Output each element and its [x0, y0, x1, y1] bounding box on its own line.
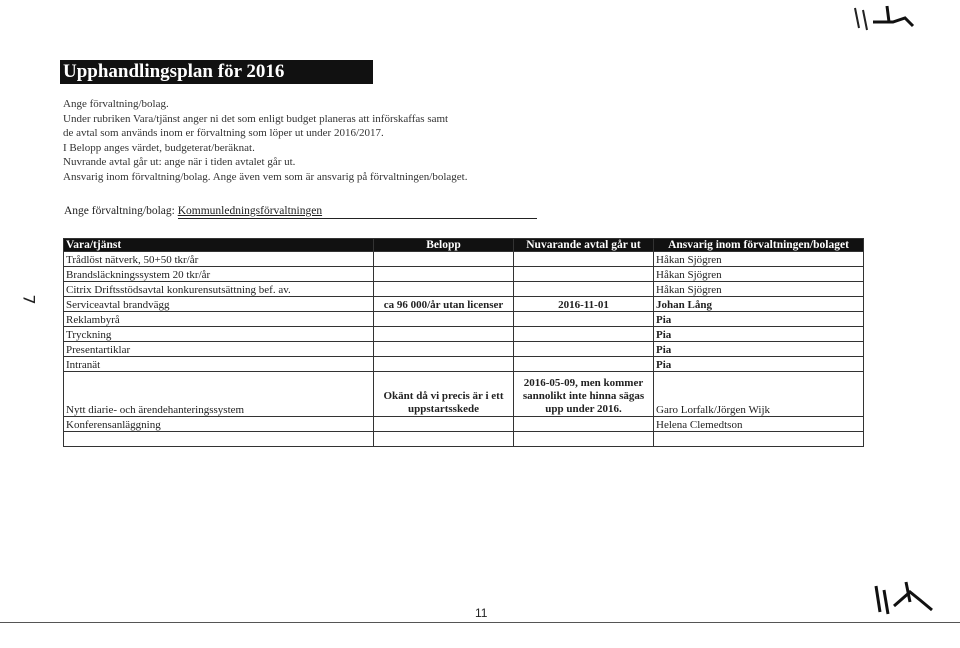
cell-contract-end[interactable] — [514, 417, 654, 432]
instruction-line: Ange förvaltning/bolag. — [63, 98, 169, 110]
table-row — [64, 342, 864, 357]
instructions — [63, 97, 467, 185]
organization-value[interactable]: Kommunledningsförvaltningen — [178, 205, 537, 219]
cell-responsible[interactable]: Helena Clemedtson — [654, 417, 864, 432]
instruction-line: de avtal som används inom er förvaltning som löper ut under 2016/2017. — [63, 127, 384, 140]
table-row — [64, 267, 864, 282]
cell-contract-end[interactable] — [514, 357, 654, 372]
header-amount: Belopp — [374, 239, 514, 252]
cell-item[interactable]: Tryckning — [64, 327, 374, 342]
table-row — [64, 327, 864, 342]
handwritten-scribble-bottom — [870, 578, 940, 622]
cell-responsible[interactable]: Pia — [654, 327, 864, 342]
cell-amount[interactable] — [374, 342, 514, 357]
cell-item[interactable]: Presentartiklar — [64, 342, 374, 357]
table-row — [64, 417, 864, 432]
cell-responsible[interactable]: Johan Lång — [654, 297, 864, 312]
table-row — [64, 282, 864, 297]
cell-amount[interactable] — [374, 312, 514, 327]
table-row — [64, 357, 864, 372]
cell-amount[interactable] — [374, 432, 514, 447]
cell-item[interactable]: Intranät — [64, 357, 374, 372]
cell-amount[interactable] — [374, 267, 514, 282]
cell-responsible[interactable]: Håkan Sjögren — [654, 252, 864, 267]
cell-item[interactable]: Serviceavtal brandvägg — [64, 297, 374, 312]
cell-responsible[interactable]: Håkan Sjögren — [654, 267, 864, 282]
cell-responsible[interactable]: Pia — [654, 312, 864, 327]
cell-contract-end[interactable] — [514, 312, 654, 327]
page-title: Upphandlingsplan för 2016 — [60, 60, 373, 84]
cell-contract-end[interactable]: 2016-11-01 — [514, 297, 654, 312]
margin-note: 7 — [19, 294, 39, 305]
organization-label: Ange förvaltning/bolag: — [64, 205, 178, 217]
instruction-line: Under rubriken Vara/tjänst anger ni det som enligt budget planeras att införskaffas samt — [63, 112, 449, 125]
header-contract-end: Nuvarande avtal går ut — [514, 239, 654, 252]
header-responsible: Ansvarig inom förvaltningen/bolaget — [654, 239, 864, 252]
cell-item[interactable]: Nytt diarie- och ärendehanteringssystem — [64, 372, 374, 417]
cell-contract-end[interactable] — [514, 252, 654, 267]
cell-contract-end[interactable] — [514, 342, 654, 357]
instruction-line: I Belopp anges värdet, budgeterat/beräknat. — [63, 141, 255, 154]
cell-contract-end[interactable]: 2016-05-09, men kommer sannolikt inte hinna sägas upp under 2016. — [514, 372, 654, 417]
handwritten-scribble-top — [845, 0, 925, 40]
cell-item[interactable] — [64, 432, 374, 447]
cell-amount[interactable]: Okänt då vi precis är i ett uppstartsskede — [374, 372, 514, 417]
footer-divider — [0, 622, 960, 623]
table-row — [64, 432, 864, 447]
cell-contract-end[interactable] — [514, 327, 654, 342]
cell-amount[interactable] — [374, 417, 514, 432]
table-row — [64, 372, 864, 417]
cell-amount[interactable] — [374, 282, 514, 297]
cell-responsible[interactable]: Håkan Sjögren — [654, 282, 864, 297]
instruction-line: Nuvrande avtal går ut: ange när i tiden avtalet går ut. — [63, 156, 296, 169]
table-header-row — [64, 239, 864, 252]
organization-field — [64, 205, 537, 219]
cell-item[interactable]: Reklambyrå — [64, 312, 374, 327]
cell-item[interactable]: Konferensanläggning — [64, 417, 374, 432]
cell-contract-end[interactable] — [514, 282, 654, 297]
cell-amount[interactable] — [374, 252, 514, 267]
cell-item[interactable]: Citrix Driftsstödsavtal konkurensutsättning bef. av. — [64, 282, 374, 297]
cell-item[interactable]: Brandsläckningssystem 20 tkr/år — [64, 267, 374, 282]
table-row — [64, 252, 864, 267]
cell-contract-end[interactable] — [514, 267, 654, 282]
cell-responsible[interactable]: Pia — [654, 342, 864, 357]
cell-contract-end[interactable] — [514, 432, 654, 447]
cell-amount[interactable] — [374, 357, 514, 372]
table-row — [64, 312, 864, 327]
instruction-line: Ansvarig inom förvaltning/bolag. Ange även vem som är ansvarig på förvaltningen/bolaget. — [63, 170, 468, 183]
cell-responsible[interactable] — [654, 432, 864, 447]
procurement-table — [63, 238, 864, 447]
cell-item[interactable]: Trådlöst nätverk, 50+50 tkr/år — [64, 252, 374, 267]
cell-amount[interactable]: ca 96 000/år utan licenser — [374, 297, 514, 312]
cell-responsible[interactable]: Pia — [654, 357, 864, 372]
cell-amount[interactable] — [374, 327, 514, 342]
cell-responsible[interactable]: Garo Lorfalk/Jörgen Wijk — [654, 372, 864, 417]
table-row — [64, 297, 864, 312]
page-number: 11 — [475, 606, 488, 620]
header-item: Vara/tjänst — [64, 239, 374, 252]
